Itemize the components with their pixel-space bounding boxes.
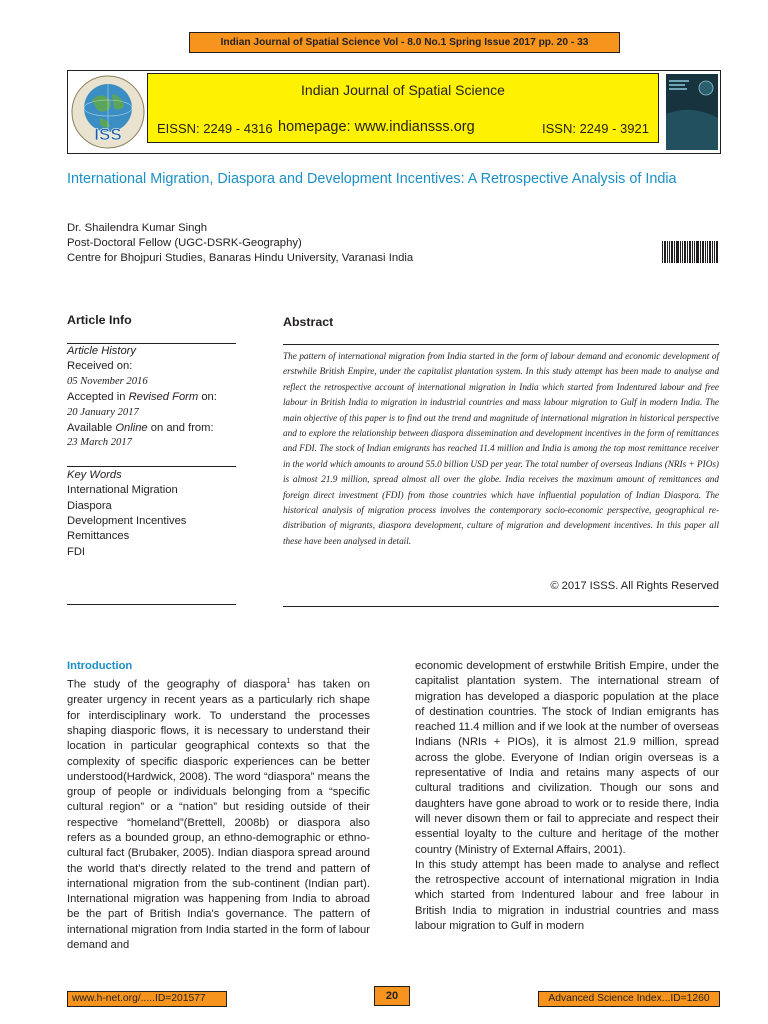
abstract-text: The pattern of international migration from India started in the form of labour demand and economic development of erstwhile British Empire, under the capitalist plantation system. In this study attempt has been made to analyse and reflect the retrospective account of international migration in India which started from Indentured labour and free labour in British India to migration in industrial countries and mass labour migration to Gulf in modern India. The main objective of this paper is to find out the trend and magnitude of international migration in historical perspective and to explore the relationship between diaspora dissemination and development incentives in the form of remittances and FDI. The stock of Indian emigrants has reached 11.4 million and India is among the top most remittance receiver in the world which amounts to around 55.0 billion USD per year. The total number of overseas Indians (NRIs + PIOs) is almost 21.9 million, spread almost all over the globe. India receives the maximum amount of remittances and foreign direct investment (FDI) from those countries which have influential population of Indian Diaspora. The historical analysis of migration process involves the contemporary socio-economic perspective, geographical re-distribution of migrants, diaspora development, culture of migration and development incentives. In this paper all these have been analysed in detail.: [283, 351, 719, 546]
footer-hnet-link[interactable]: www.h-net.org/.....ID=201577: [67, 991, 227, 1007]
article-title: International Migration, Diaspora and Development Incentives: A Retrospective Analysis of India: [67, 171, 677, 187]
keyword-item: Development Incentives: [67, 515, 187, 527]
keywords-label: Key Words: [67, 469, 122, 481]
globe-logo-icon: [70, 74, 146, 150]
divider: [283, 606, 719, 607]
author-position: Post-Doctoral Fellow (UGC-DSRK-Geography): [67, 237, 302, 249]
divider: [67, 466, 236, 467]
journal-logo: [70, 74, 146, 150]
divider: [67, 604, 236, 605]
journal-name: Indian Journal of Spatial Science: [301, 82, 505, 98]
barcode-icon: [662, 241, 718, 263]
accepted-date: 20 January 2017: [67, 407, 139, 418]
barcode: [662, 241, 718, 263]
copyright-notice: © 2017 ISSS. All Rights Reserved: [550, 580, 719, 592]
body-paragraph: The study of the geography of diaspora$^1$ has taken on greater urgency in recent years as a particularly rich shape for interdisciplinary work. To understand the processes shaping diasporic flows, it is necessary to understand their location in particular geographical contexts so that the complexity of specific diasporic experiences can be better understood(Hardwick, 2008). The word “diaspora” means the group of people or individuals belonging from a “specific cultural region” or a “nation” but residing outside of their respective “homeland”(Brettell, 2008b) or diaspora also refers as a bounded group, an ethno-demographic or ethno-cultural fact (Brubaker, 2005). Indian diaspora spread around the world that's directly related to the trend and pattern of international migration from the sub-continent (Indian part). International migration was happening from India to abroad be the part of British India's governance. The pattern of international migration from India started in the form of labour demand and: [67, 678, 370, 952]
keyword-item: Remittances: [67, 530, 130, 542]
journal-masthead: [147, 73, 659, 143]
article-history-label: Article History: [67, 345, 136, 357]
received-date: 05 November 2016: [67, 376, 148, 387]
footer-asi-link[interactable]: Advanced Science Index...ID=1260: [538, 991, 720, 1007]
issn: ISSN: 2249 - 3921: [542, 121, 649, 136]
journal-cover-thumbnail: [666, 74, 718, 150]
available-date: 23 March 2017: [67, 437, 132, 448]
journal-homepage[interactable]: homepage: www.indiansss.org: [278, 119, 475, 135]
eissn: EISSN: 2249 - 4316: [157, 121, 273, 136]
keyword-item: Diaspora: [67, 500, 112, 512]
available-label: Available Online on and from:: [67, 422, 214, 434]
page-number: 20: [374, 986, 410, 1006]
author-name: Dr. Shailendra Kumar Singh: [67, 222, 208, 234]
keyword-item: International Migration: [67, 484, 178, 496]
footnote-marker[interactable]: 1: [286, 678, 291, 686]
received-label: Received on:: [67, 360, 133, 372]
body-left-column: [67, 659, 370, 953]
introduction-heading: Introduction: [67, 660, 133, 672]
author-affiliation: Centre for Bhojpuri Studies, Banaras Hindu University, Varanasi India: [67, 252, 414, 264]
divider: [67, 343, 236, 344]
cover-image-icon: [666, 74, 718, 150]
logo-text: ISS: [94, 125, 122, 144]
article-info-heading: Article Info: [67, 313, 132, 327]
body-paragraph: In this study attempt has been made to analyse and reflect the retrospective account of international migration in India which started from Indentured labour and free labour in British India to migration in industrial countries and mass labour migration to Gulf in modern: [415, 858, 719, 933]
keyword-item: FDI: [67, 546, 86, 558]
journal-issue-banner: Indian Journal of Spatial Science Vol - 8.0 No.1 Spring Issue 2017 pp. 20 - 33: [189, 32, 620, 53]
accepted-label: Accepted in Revised Form on:: [67, 391, 217, 403]
body-paragraph: economic development of erstwhile British Empire, under the capitalist plantation system. The international stream of migration has developed a diasporic population at the place of destination countries. The stock of Indian emigrants has reached 11.4 million and if we look at the number of overseas Indians (NRIs + PIOs), it is almost 21.9 million, spread across the globe. Everyone of Indian origin overseas is a representative of India and retains many aspects of our cultural traditions and civilization. Though our sons and daughters have gone abroad to work or to reside there, India will never disown them or fail to appreciate and respect their essential loyalty to the culture and heritage of the mother country (Ministry of External Affairs, 2001).: [415, 660, 719, 856]
divider: [283, 344, 719, 345]
abstract-heading: Abstract: [283, 315, 334, 329]
body-right-column: [415, 659, 719, 934]
